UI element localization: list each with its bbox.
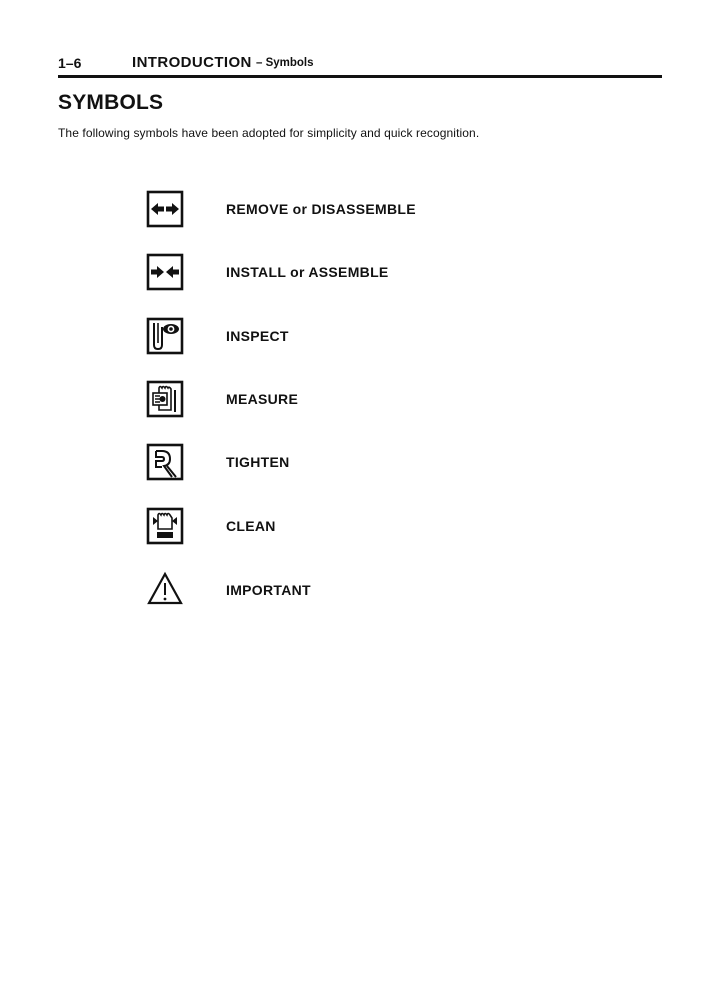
symbol-row-clean <box>140 507 540 547</box>
symbol-label-important: IMPORTANT <box>226 582 311 598</box>
symbol-row-install <box>140 253 540 293</box>
page-number: 1–6 <box>58 55 82 71</box>
install-arrows-icon <box>146 253 184 291</box>
symbol-row-remove <box>140 190 540 230</box>
symbol-label-remove: REMOVE or DISASSEMBLE <box>226 201 416 217</box>
symbol-row-measure <box>140 380 540 420</box>
symbol-label-measure: MEASURE <box>226 391 299 407</box>
symbol-label-clean: CLEAN <box>226 518 276 534</box>
warning-triangle-icon <box>146 571 184 609</box>
remove-arrows-icon <box>146 190 184 228</box>
symbol-row-inspect <box>140 317 540 357</box>
tighten-wrench-icon <box>146 443 184 481</box>
section-subtitle: – Symbols <box>256 57 314 69</box>
page-title: SYMBOLS <box>58 91 164 114</box>
symbol-label-install: INSTALL or ASSEMBLE <box>226 264 389 280</box>
section-title: INTRODUCTION <box>132 54 252 71</box>
page-header <box>58 55 662 75</box>
measure-hand-icon <box>146 380 184 418</box>
symbol-row-tighten <box>140 443 540 483</box>
symbol-row-important <box>140 571 540 611</box>
symbol-label-inspect: INSPECT <box>226 328 289 344</box>
intro-text: The following symbols have been adopted for simplicity and quick recognition. <box>58 126 480 140</box>
inspect-eye-icon <box>146 317 184 355</box>
clean-brush-icon <box>146 507 184 545</box>
symbol-label-tighten: TIGHTEN <box>226 454 290 470</box>
header-rule <box>58 75 662 78</box>
